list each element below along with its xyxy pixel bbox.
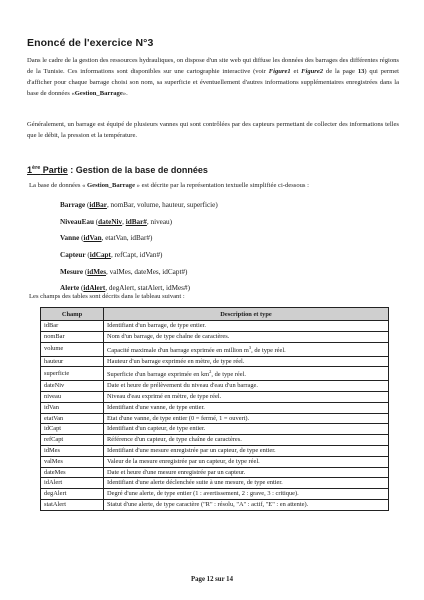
section-ordinal: ère (32, 165, 41, 171)
field-description-cell (104, 367, 389, 381)
field-description-cell (104, 456, 389, 467)
field-description-cell (104, 402, 389, 413)
relation-key: idBar (89, 201, 107, 209)
page-footer: Page 12 sur 14 (191, 576, 233, 583)
table-body (41, 321, 389, 511)
relation-line (60, 247, 218, 264)
relation-open: ( (83, 267, 88, 276)
relation-open: ( (79, 284, 84, 293)
description-text: Identifiant d'une mesure enregistrée par un capteur, de type entier. (107, 447, 276, 455)
table-row (41, 478, 389, 489)
paragraph-text: ». (122, 90, 128, 97)
table-row (41, 467, 389, 478)
relation-line (60, 230, 218, 247)
unit-exponent: 2 (209, 369, 212, 375)
relation-attributes: , nomBar, volume, hauteur, superficie) (106, 201, 218, 209)
table-row (41, 435, 389, 446)
relation-attributes: , niveau) (146, 217, 173, 226)
description-text: Identifiant d'un capteur, de type entier. (107, 425, 206, 433)
database-name: Gestion_Barrage (87, 182, 136, 189)
field-name-cell: niveau (41, 392, 104, 403)
section-number: 1 (27, 165, 33, 175)
database-name: Gestion_Barrage (74, 90, 123, 97)
field-name-cell: degAlert (41, 489, 104, 500)
fields-table (40, 307, 389, 511)
field-description-cell (104, 424, 389, 435)
relation-open: ( (85, 201, 90, 209)
description-text: Niveau d'eau exprimé en mètre, de type réel. (107, 393, 222, 401)
description-text: Superficie d'un barrage exprimée en km (107, 371, 210, 379)
paragraph-text: de la page (323, 68, 358, 75)
field-description-cell (104, 478, 389, 489)
unit-exponent: 3 (248, 344, 252, 350)
table-row (41, 402, 389, 413)
relation-key: idCapt (89, 251, 111, 260)
field-name-cell: idBar (41, 321, 104, 332)
table-row (41, 321, 389, 332)
description-text: Capacité maximale d'un barrage exprimée en million m (107, 346, 249, 354)
relation-key: dateNiv (98, 217, 123, 226)
relation-open: ( (79, 234, 84, 243)
field-description-cell (104, 356, 389, 367)
relation-name: NiveauEau (60, 217, 94, 226)
relation-open: ( (93, 217, 99, 226)
relation-open: ( (85, 251, 90, 260)
field-name-cell: superficie (41, 367, 104, 381)
table-row (41, 424, 389, 435)
paragraph-text: et (290, 68, 302, 75)
table-row (41, 489, 389, 500)
field-name-cell: etatVan (41, 413, 104, 424)
field-description-cell (104, 489, 389, 500)
table-row (41, 331, 389, 342)
field-name-cell: idMes (41, 446, 104, 457)
field-name-cell: nomBar (41, 331, 104, 342)
description-text: Identifiant d'une vanne, de type entier. (107, 403, 205, 411)
description-text: , de type réel. (211, 371, 246, 379)
intro-text: La base de données « (29, 182, 88, 189)
table-row (41, 392, 389, 403)
description-text: Identifiant d'un barrage, de type entier. (107, 322, 206, 329)
table-caption: Les champs des tables sont décrits dans le tableau suivant : (29, 293, 185, 300)
field-name-cell: hauteur (41, 356, 104, 367)
description-text: Date et heure d'une mesure enregistrée par un capteur. (107, 468, 246, 476)
header-champ: Champ (41, 308, 104, 321)
field-description-cell (104, 446, 389, 457)
relation-attributes: , refCapt, idVan#) (110, 251, 163, 260)
field-description-cell (104, 381, 389, 392)
field-name-cell: dateNiv (41, 381, 104, 392)
field-name-cell: idCapt (41, 424, 104, 435)
relation-line (60, 264, 218, 281)
header-description: Description et type (104, 308, 389, 321)
field-name-cell: idVan (41, 402, 104, 413)
description-text: Etat d'une vanne, de type entier (0 = fermé, 1 = ouvert). (107, 414, 250, 422)
relation-attributes: , etatVan, idBar#) (101, 234, 153, 243)
relation-name: Barrage (60, 201, 86, 209)
relation-name: Mesure (60, 267, 84, 276)
table-header-row (41, 308, 389, 321)
field-description-cell (104, 342, 389, 356)
paragraph-text: Dans le cadre de la gestion des ressources hydrauliques, on dispose d'un site web qui diffuse les données des barrages des différentes régions de la Tunisie. Ces informations sont disponibles sur une cartographie interactive (voir (27, 57, 399, 75)
table-row (41, 413, 389, 424)
relation-line (60, 197, 218, 214)
relational-schema (60, 197, 218, 297)
field-name-cell: refCapt (41, 435, 104, 446)
relation-line (60, 214, 218, 231)
relation-key: idAlert (83, 284, 106, 293)
field-name-cell: idAlert (41, 478, 104, 489)
table-row (41, 342, 389, 356)
description-text: , de type réel. (251, 346, 286, 354)
field-name-cell: statAlert (41, 500, 104, 511)
table-row (41, 446, 389, 457)
section-heading (27, 165, 208, 175)
section-title: : Gestion de la base de données (67, 165, 208, 175)
field-name-cell: dateMes (41, 467, 104, 478)
intro-text: » est décrite par la représentation textuelle simplifiée ci-dessous : (135, 182, 309, 189)
section-word: Partie (40, 165, 68, 175)
description-text: Valeur de la mesure enregistrée par un capteur, de type réel. (107, 457, 260, 465)
relation-name: Alerte (60, 284, 80, 293)
description-text: Date et heure de prélèvement du niveau d'eau d'un barrage. (107, 382, 258, 390)
exercise-title: Enoncé de l'exercice N°3 (27, 37, 154, 49)
figure2-reference: Figure2 (301, 68, 324, 75)
field-description-cell (104, 500, 389, 511)
intro-paragraph (27, 55, 399, 99)
description-text: Identifiant d'une alerte déclenchée suite à une mesure, de type entier. (107, 479, 283, 487)
field-name-cell: volume (41, 342, 104, 356)
field-description-cell (104, 413, 389, 424)
table-row (41, 456, 389, 467)
description-text: Référence d'un capteur, de type chaîne de caractères. (107, 436, 242, 444)
field-description-cell (104, 331, 389, 342)
schema-intro (29, 181, 399, 191)
description-text: Nom d'un barrage, de type chaîne de caractères. (107, 332, 230, 340)
table-row (41, 500, 389, 511)
description-text: Statut d'une alerte, de type caractère ("R" : résolu, "A" : actif, "E" : en attente). (107, 501, 309, 508)
relation-key: idMes (87, 267, 106, 276)
equipment-paragraph: Généralement, un barrage est équipé de plusieurs vannes qui sont contrôlées par des capteurs permettant de collecter des informations telles que le débit, la pression et la température. (27, 121, 399, 139)
relation-attributes: , degAlert, statAlert, idMes#) (105, 284, 190, 293)
relation-attributes: , valMes, dateMes, idCapt#) (106, 267, 188, 276)
table-row (41, 381, 389, 392)
relation-key: idBar# (125, 217, 147, 226)
figure1-reference: Figure1 (268, 68, 291, 75)
field-name-cell: valMes (41, 456, 104, 467)
field-description-cell (104, 435, 389, 446)
field-description-cell (104, 392, 389, 403)
field-description-cell (104, 467, 389, 478)
relation-attributes: , (122, 217, 126, 226)
table-row (41, 356, 389, 367)
relation-key: idVan (83, 234, 102, 243)
paragraph-text: ) qui permet d'afficher pour chaque barrage choisi son nom, sa superficie et éventuellement d'autres informations supplémentaires enregistrées dans la base de données « (27, 68, 399, 97)
description-text: Hauteur d'un barrage exprimée en mètre, de type réel. (107, 357, 245, 365)
relation-name: Capteur (60, 251, 86, 260)
field-description-cell (104, 321, 389, 332)
page-reference: 13 (357, 68, 365, 75)
description-text: Degré d'une alerte, de type entier (1 : avertissement, 2 : grave, 3 : critique). (107, 490, 299, 498)
relation-name: Vanne (60, 234, 80, 243)
table-row (41, 367, 389, 381)
